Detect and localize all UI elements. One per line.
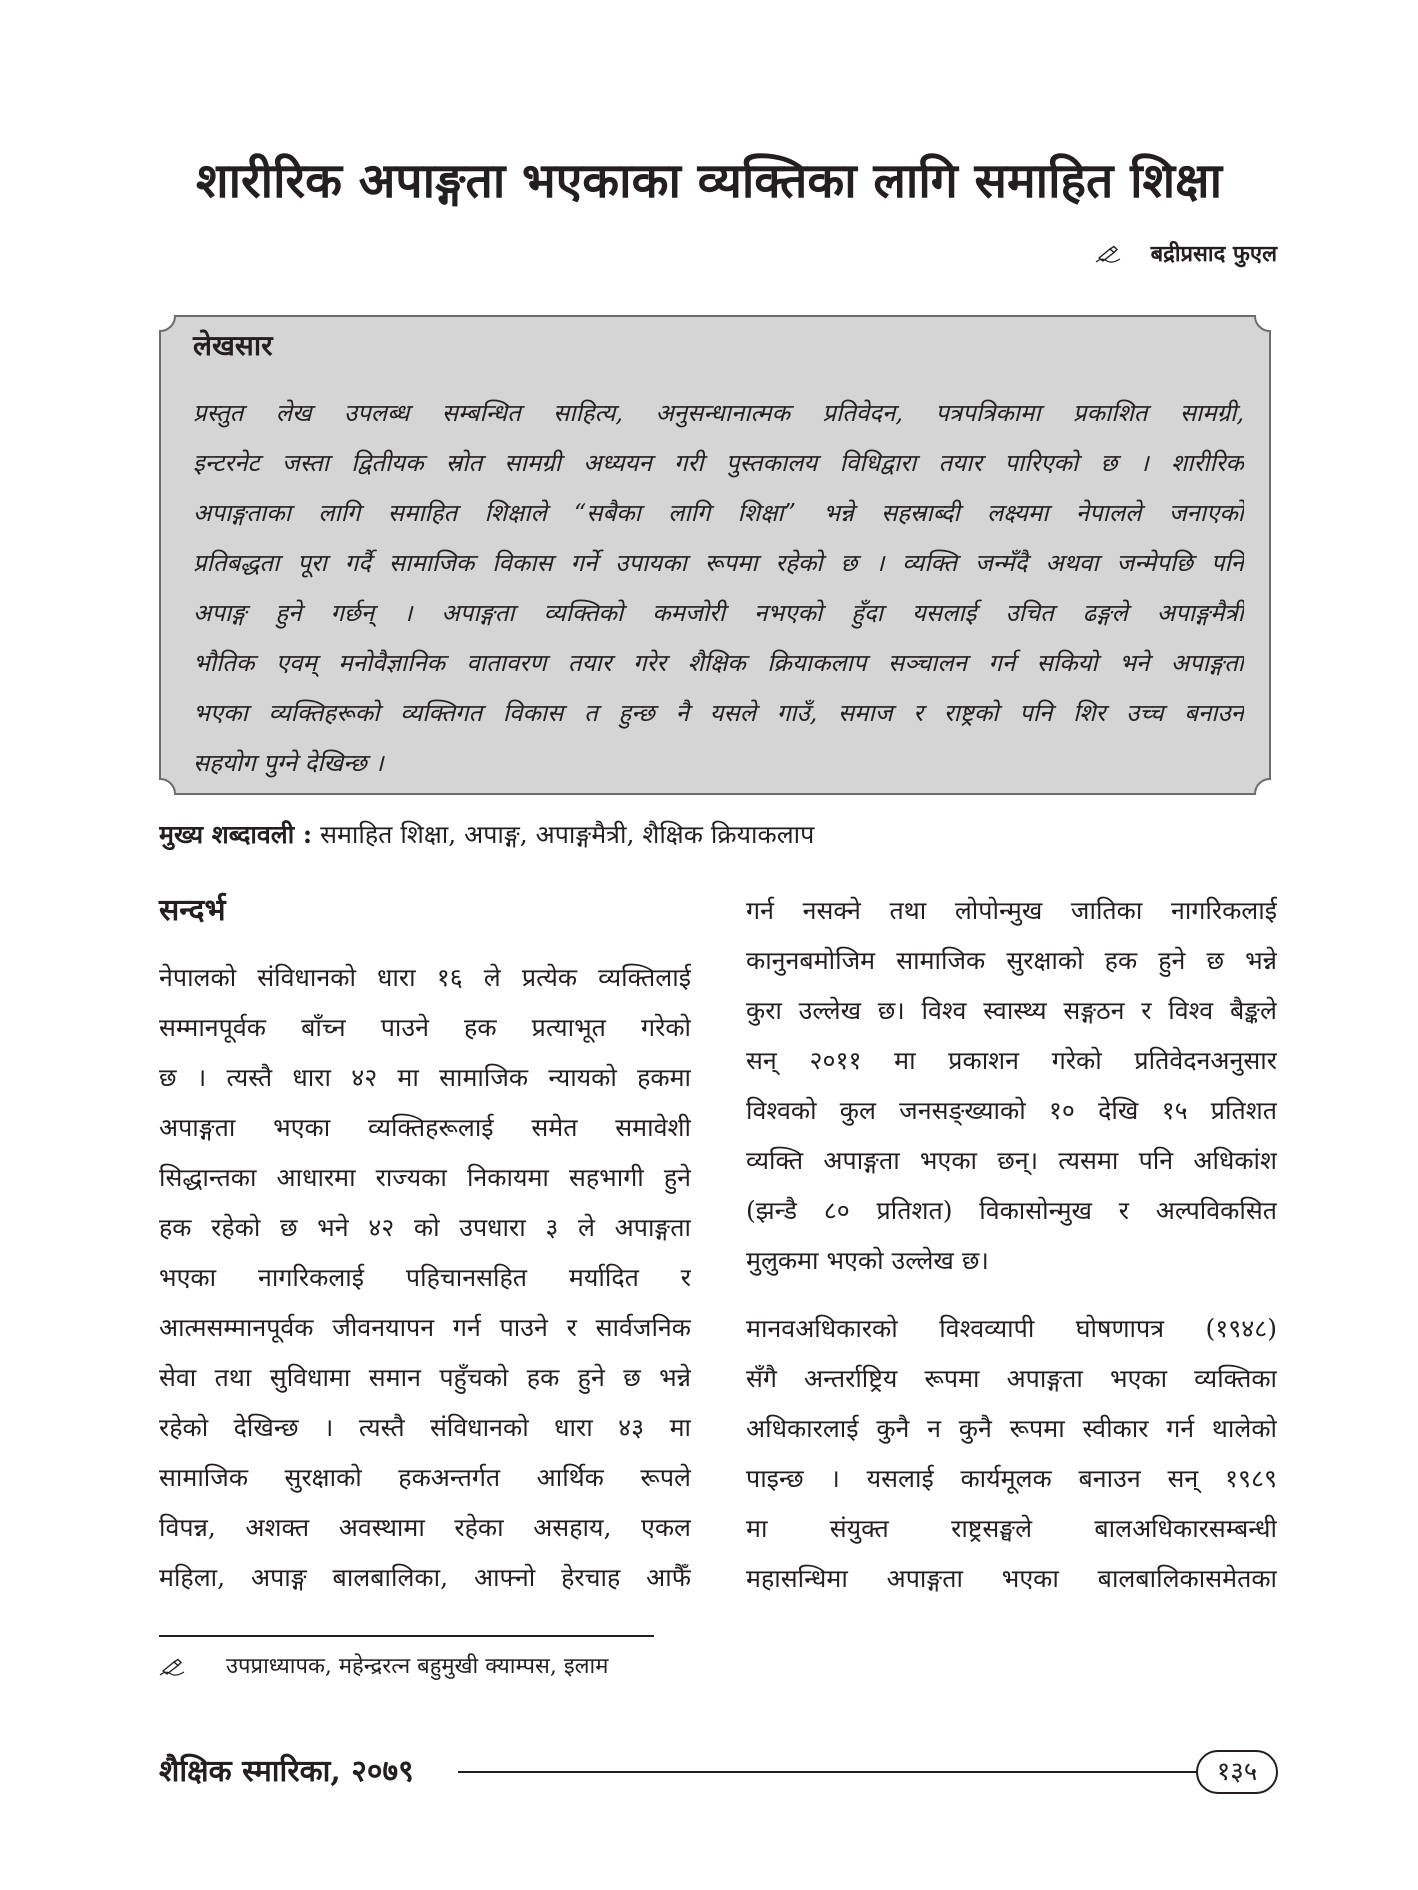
abstract-line: प्रतिबद्धता पूरा गर्दै सामाजिक विकास गर्ने उपायका रूपमा रहेको छ । व्यक्ति जन्मँदै अथवा जन्मेपछि पनि [193, 549, 1244, 577]
body-line: व्यक्ति अपाङ्गता भएका छन्। त्यसमा पनि अधिकांश [746, 1146, 1277, 1175]
body-line: महासन्धिमा अपाङ्गता भएका बालबालिकासमेतका [746, 1564, 1277, 1593]
body-line: मानवअधिकारको विश्वव्यापी घोषणापत्र (१९४८) [746, 1314, 1277, 1343]
footnote [159, 1648, 608, 1686]
body-line: आत्मसम्मानपूर्वक जीवनयापन गर्न पाउने र सार्वजनिक [159, 1313, 691, 1342]
abstract-line: भएका व्यक्तिहरूको व्यक्तिगत विकास त हुन्छ नै यसले गाउँ, समाज र राष्ट्रको पनि शिर उच्च बनाउन [193, 699, 1244, 727]
body-line: सेवा तथा सुविधामा समान पहुँचको हक हुने छ भन्ने [159, 1363, 691, 1392]
section-heading: सन्दर्भ [159, 893, 226, 928]
body-line: कानुनबमोजिम सामाजिक सुरक्षाको हक हुने छ भन्ने [746, 946, 1277, 975]
abstract-line: प्रस्तुत लेख उपलब्ध सम्बन्धित साहित्य, अनुसन्धानात्मक प्रतिवेदन, पत्रपत्रिकामा प्रकाशित सामग्री, [193, 399, 1244, 427]
body-line: अधिकारलाई कुनै न कुनै रूपमा स्वीकार गर्न थालेको [746, 1414, 1277, 1443]
body-line: हक रहेको छ भने ४२ को उपधारा ३ ले अपाङ्गता [159, 1213, 691, 1242]
body-line: महिला, अपाङ्ग बालबालिका, आफ्नो हेरचाह आफैँ [159, 1563, 691, 1592]
body-line: भएका नागरिकलाई पहिचानसहित मर्यादित र [159, 1263, 691, 1292]
abstract-line: इन्टरनेट जस्ता द्वितीयक स्रोत सामग्री अध्ययन गरी पुस्तकालय विधिद्वारा तयार पारिएको छ । शारीरिक [193, 449, 1244, 477]
body-line: नेपालको संविधानको धारा १६ ले प्रत्येक व्यक्तिलाई [159, 963, 691, 992]
pen-icon [159, 1658, 185, 1676]
body-line: मा संयुक्त राष्ट्रसङ्घले बालअधिकारसम्बन्धी [746, 1514, 1277, 1543]
abstract-line: अपाङ्गताका लागि समाहित शिक्षाले “सबैका लागि शिक्षा” भन्ने सहस्राब्दी लक्ष्यमा नेपालले जनाएको [193, 499, 1244, 527]
abstract-heading: लेखसार [193, 329, 273, 362]
body-line: छ । त्यस्तै धारा ४२ मा सामाजिक न्यायको हकमा [159, 1063, 691, 1092]
abstract-line: भौतिक एवम् मनोवैज्ञानिक वातावरण तयार गरेर शैक्षिक क्रियाकलाप सञ्चालन गर्न सकियो भने अपाङ्गता [193, 649, 1244, 677]
body-line: सम्मानपूर्वक बाँच्न पाउने हक प्रत्याभूत गरेको [159, 1013, 691, 1042]
footer-journal-title: शैक्षिक स्मारिका, २०७९ [159, 1754, 414, 1789]
footer-divider [458, 1771, 1198, 1773]
keywords-terms: समाहित शिक्षा, अपाङ्ग, अपाङ्गमैत्री, शैक्षिक क्रियाकलाप [320, 820, 815, 849]
keywords [159, 810, 1259, 860]
body-line: कुरा उल्लेख छ। विश्व स्वास्थ्य सङ्गठन र विश्व बैङ्कले [746, 996, 1277, 1025]
body-line: रहेको देखिन्छ । त्यस्तै संविधानको धारा ४३ मा [159, 1413, 691, 1442]
right-column-paragraph-2 [746, 1304, 1277, 1604]
body-line: गर्न नसक्ने तथा लोपोन्मुख जातिका नागरिकलाई [746, 896, 1277, 925]
body-line: सामाजिक सुरक्षाको हकअन्तर्गत आर्थिक रूपले [159, 1463, 691, 1492]
body-line: मुलुकमा भएको उल्लेख छ। [746, 1246, 989, 1275]
body-line: अपाङ्गता भएका व्यक्तिहरूलाई समेत समावेशी [159, 1113, 691, 1142]
pen-icon [1095, 245, 1121, 263]
body-line: विपन्न, अशक्त अवस्थामा रहेका असहाय, एकल [159, 1513, 691, 1542]
body-line: सन् २०११ मा प्रकाशन गरेको प्रतिवेदनअनुसार [746, 1046, 1277, 1075]
body-line: सिद्धान्तका आधारमा राज्यका निकायमा सहभागी हुने [159, 1163, 691, 1192]
body-line: पाइन्छ । यसलाई कार्यमूलक बनाउन सन् १९८९ [746, 1464, 1277, 1493]
author-line [1095, 236, 1277, 272]
abstract-line: अपाङ्ग हुने गर्छन् । अपाङ्गता व्यक्तिको कमजोरी नभएको हुँदा यसलाई उचित ढङ्गले अपाङ्गमैत्री [193, 599, 1244, 627]
body-line: सँगै अन्तर्राष्ट्रिय रूपमा अपाङ्गता भएका व्यक्तिका [746, 1364, 1277, 1393]
body-line: विश्वको कुल जनसङ्ख्याको १० देखि १५ प्रतिशत [746, 1096, 1277, 1125]
page-number: १३५ [1196, 1750, 1278, 1794]
article-title: शारीरिक अपाङ्गता भएकाका व्यक्तिका लागि समाहित शिक्षा [195, 153, 1223, 209]
footnote-divider [159, 1635, 654, 1637]
left-column [159, 953, 691, 1603]
author-name: बद्रीप्रसाद फुएल [1150, 241, 1277, 267]
right-column-paragraph-1 [746, 886, 1277, 1286]
body-line: (झन्डै ८० प्रतिशत) विकासोन्मुख र अल्पविकसित [746, 1196, 1277, 1225]
keywords-label: मुख्य शब्दावली : [159, 820, 313, 849]
footnote-text: उपप्राध्यापक, महेन्द्ररत्न बहुमुखी क्याम्पस, इलाम [226, 1654, 609, 1679]
abstract-line: सहयोग पुग्ने देखिन्छ । [193, 749, 384, 777]
abstract-box [159, 315, 1271, 795]
abstract-text [193, 388, 1244, 788]
